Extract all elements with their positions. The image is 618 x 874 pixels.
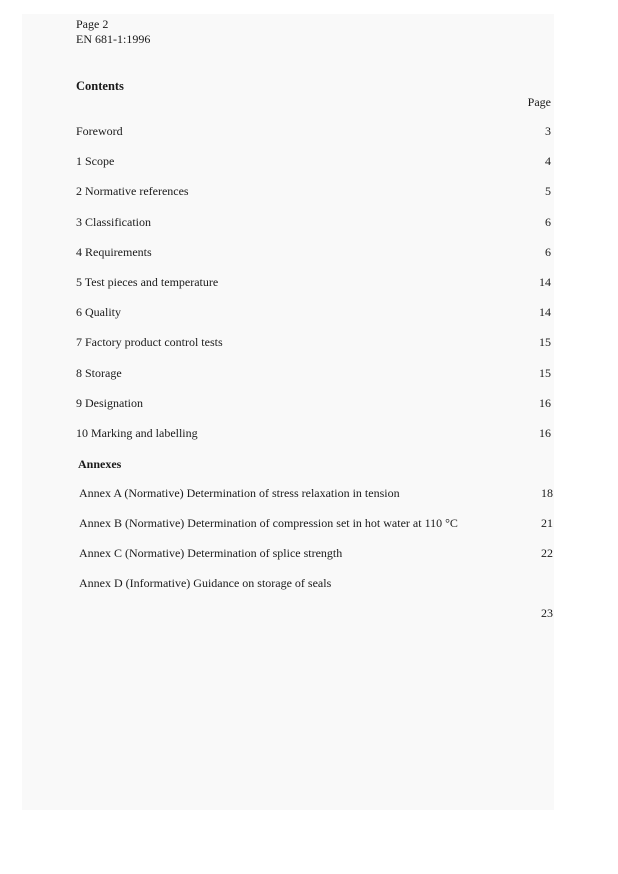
toc-entry-page: 15	[539, 366, 551, 380]
toc-entry	[76, 396, 551, 412]
toc-entry-label: 4 Requirements	[76, 245, 152, 259]
annex-entry-page: 18	[541, 486, 553, 500]
toc-entry-page: 6	[545, 245, 551, 259]
toc-entry	[76, 275, 551, 291]
toc-entry-label: 1 Scope	[76, 154, 115, 168]
page-header	[76, 17, 150, 47]
annex-entry	[79, 516, 553, 532]
annex-entry-label: Annex A (Normative) Determination of stress relaxation in tension	[79, 486, 400, 500]
annex-d-page-number: 23	[541, 606, 553, 620]
annex-entry	[79, 576, 553, 592]
toc-entry-label: 8 Storage	[76, 366, 122, 380]
toc-entry-label: 2 Normative references	[76, 184, 189, 198]
annex-entry-page: 21	[541, 516, 553, 530]
toc-entry-label: 7 Factory product control tests	[76, 335, 223, 349]
toc-entry-page: 16	[539, 396, 551, 410]
annex-entry-label: Annex C (Normative) Determination of splice strength	[79, 546, 343, 560]
toc-entry	[76, 124, 551, 140]
toc-entry-page: 5	[545, 184, 551, 198]
toc-entry-page: 14	[539, 275, 551, 289]
toc-entry	[76, 335, 551, 351]
toc-entry	[76, 245, 551, 261]
standard-reference: EN 681-1:1996	[76, 32, 151, 46]
toc-entry	[76, 154, 551, 170]
toc-entry	[76, 184, 551, 200]
annex-entry	[79, 486, 553, 502]
toc-entry-page: 4	[545, 154, 551, 168]
toc-entry-label: 5 Test pieces and temperature	[76, 275, 219, 289]
toc-entry	[76, 366, 551, 382]
toc-entry	[76, 305, 551, 321]
annex-entry-label: Annex B (Normative) Determination of compression set in hot water at 110 °C	[79, 516, 458, 530]
toc-entry-label: 9 Designation	[76, 396, 143, 410]
annex-entry	[79, 546, 553, 562]
toc-entry-label: 6 Quality	[76, 305, 121, 319]
toc-entry-page: 16	[539, 426, 551, 440]
toc-entry-page: 15	[539, 335, 551, 349]
toc-entry	[76, 215, 551, 231]
toc-entry-page: 3	[545, 124, 551, 138]
contents-title: Contents	[76, 79, 124, 93]
toc-entry-label: 10 Marking and labelling	[76, 426, 198, 440]
page-column-heading: Page	[527, 95, 551, 109]
annexes-title: Annexes	[78, 457, 122, 471]
annex-entry-page: 22	[541, 546, 553, 560]
toc-entry-label: Foreword	[76, 124, 123, 138]
toc-entry-label: 3 Classification	[76, 215, 151, 229]
annex-entry-label: Annex D (Informative) Guidance on storage of seals	[79, 576, 332, 590]
toc-entry-page: 14	[539, 305, 551, 319]
toc-entry-page: 6	[545, 215, 551, 229]
toc-entry	[76, 426, 551, 442]
page-number-label: Page 2	[76, 17, 109, 31]
